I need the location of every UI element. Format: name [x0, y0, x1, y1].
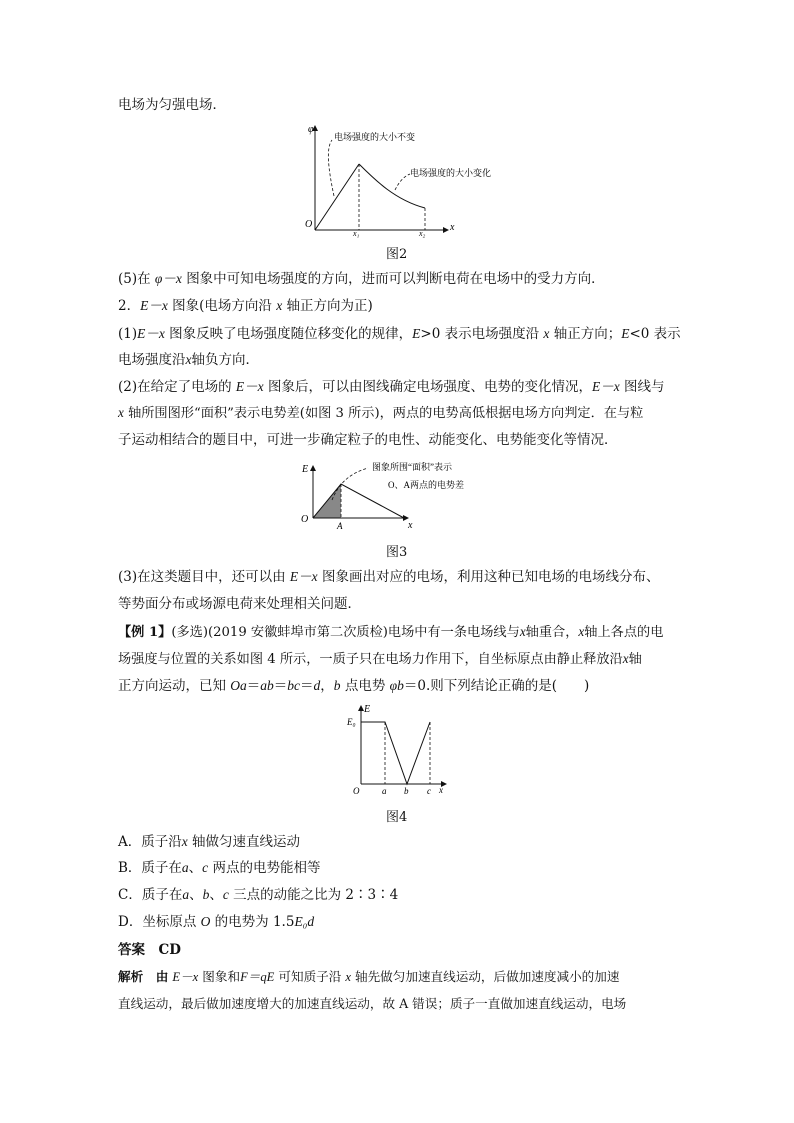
figure-3-caption: 图3: [386, 545, 408, 560]
text: E－x: [172, 970, 199, 984]
e-curve: [361, 722, 430, 784]
text: 、: [209, 887, 223, 903]
text: F＝qE: [240, 970, 275, 984]
text: 场强度与位置的关系如图 4 所示，一质子只在电场力作用下，自坐标原点由静止释放沿: [118, 652, 623, 667]
text-line: [118, 431, 618, 449]
text: 电场为匀强电场．: [118, 97, 226, 113]
note2-leader: [395, 174, 410, 190]
e-label: E: [364, 704, 371, 715]
text: E－x: [289, 569, 318, 584]
solution-line: [118, 995, 626, 1013]
note1: 图象所围“面积”表示: [372, 462, 452, 472]
text: 图线与: [624, 379, 665, 395]
text-line: [118, 325, 681, 343]
text: 图象画出对应的电场，利用这种已知电场的电场线分布、: [321, 569, 660, 585]
text: 的电势为 1.5: [214, 914, 295, 930]
text: 正方向运动，已知: [118, 678, 226, 694]
b-label: b: [404, 786, 409, 796]
example-line: [118, 623, 663, 642]
text: x: [578, 624, 585, 639]
text: E₀d: [294, 914, 315, 929]
text: x: [345, 970, 351, 984]
text: a: [182, 887, 190, 902]
text: c: [202, 860, 209, 875]
text: (2)在给定了电场的: [118, 379, 232, 395]
figure-2: [300, 118, 500, 238]
text: 轴: [628, 652, 642, 667]
text: E－x: [591, 379, 620, 394]
text: 等势面分布或场源电荷来处理相关问题．: [118, 596, 361, 612]
text: 图象反映了电场强度随位移变化的规律，: [169, 326, 413, 342]
text: 图象(电场方向沿: [172, 298, 272, 314]
text: 轴先做匀加速直线运动，后做加速度减小的加速: [354, 969, 620, 984]
text: (多选)(2019 安徽蚌埠市第二次质检)电场中有一条电场线与: [171, 625, 520, 640]
text: E－x: [140, 298, 168, 313]
answer: [118, 941, 181, 959]
text: E－x: [137, 326, 165, 341]
x-axis-label: x: [450, 222, 455, 233]
text: 轴做匀速直线运动: [192, 834, 301, 850]
text: 解析 由: [118, 969, 169, 984]
example-line: [118, 677, 589, 695]
text: 子运动相结合的题目中，可进一步确定粒子的电性、动能变化、电势能变化等情况．: [118, 432, 618, 448]
text: x: [543, 326, 550, 341]
text: (1): [118, 326, 138, 342]
text: x: [185, 352, 192, 367]
section-heading: [118, 297, 373, 315]
text: ＝: [273, 678, 288, 694]
text: 、: [188, 860, 203, 876]
text: x: [181, 834, 188, 849]
text: 图象后，可以由图线确定电场强度、电势的变化情况，: [267, 379, 592, 395]
x-axis-label: x: [408, 520, 413, 531]
note1: 电场强度的大小不变: [334, 132, 416, 142]
text: 电场强度沿: [118, 352, 186, 368]
text: Oa: [230, 678, 247, 693]
text: 点电势: [344, 678, 386, 694]
figure-3: [296, 460, 506, 538]
text: bc: [287, 678, 301, 693]
text: 轴负方向．: [191, 352, 259, 368]
text: x: [622, 651, 629, 666]
origin-label: O: [305, 219, 313, 230]
e0-label: E₀: [347, 717, 356, 727]
text-line: [118, 96, 226, 114]
text: x: [276, 298, 283, 313]
text: 两点的电势能相等: [212, 860, 321, 876]
text: E: [412, 326, 421, 341]
text: <0 表示: [629, 326, 681, 342]
text: 轴上各点的电: [584, 625, 664, 640]
text: ab: [260, 678, 274, 693]
text: b: [333, 678, 341, 693]
text-line: [118, 595, 361, 613]
text: d: [313, 678, 321, 693]
text: ＝: [246, 678, 261, 694]
figure-4: [344, 702, 454, 800]
note1-leader: [328, 140, 334, 196]
option-a[interactable]: [118, 833, 300, 851]
text: b: [202, 887, 210, 902]
text: 、: [189, 887, 203, 903]
x-axis-label: x: [439, 785, 443, 795]
option-d[interactable]: [118, 913, 314, 931]
a-label: a: [382, 786, 387, 796]
example-tag: 【例 1】: [118, 625, 172, 640]
text: (5)在: [118, 271, 151, 287]
text: ＝0.则下列结论正确的是( ): [403, 678, 590, 694]
option-b[interactable]: [118, 859, 320, 877]
x2-label: x₂: [419, 229, 426, 238]
phi-label: φ: [308, 124, 314, 135]
text: >0 表示电场强度沿: [420, 326, 540, 342]
text: E: [621, 326, 630, 341]
phi-curve: [315, 164, 359, 230]
note2: O、A两点的电势差: [388, 480, 464, 490]
figure-2-caption: 图2: [386, 247, 408, 262]
text-line: [118, 568, 659, 586]
text: φb: [389, 678, 404, 693]
e-label: E: [302, 464, 309, 475]
text: C．质子在: [118, 887, 183, 903]
text: A．质子沿: [118, 834, 182, 850]
text: 轴所围图形“面积”表示电势差(如图 3 所示)，两点的电势高低根据电场方向判定．在与粒: [128, 406, 644, 421]
text: c: [222, 887, 229, 902]
c-label: c: [427, 786, 431, 796]
text: D．坐标原点: [118, 914, 197, 930]
text-line: [118, 270, 605, 288]
text-line: [118, 351, 259, 369]
origin-label: O: [353, 786, 360, 796]
text: 可知质子沿: [278, 969, 342, 984]
text: 轴正方向为正): [286, 298, 373, 314]
text: 轴正方向；: [553, 326, 622, 342]
figure-4-caption: 图4: [386, 810, 408, 825]
text: 答案 CD: [118, 942, 181, 958]
a-label: A: [337, 521, 343, 531]
text: x: [118, 405, 124, 420]
text: 三点的动能之比为 2∶3∶4: [233, 887, 399, 903]
text: 2．: [118, 298, 141, 314]
text: B．质子在: [118, 860, 182, 876]
text: 轴重合，: [525, 625, 579, 640]
origin-label: O: [301, 514, 309, 525]
text: 图象和: [202, 969, 241, 984]
text: 直线运动，最后做加速度增大的加速直线运动，故 A 错误；质子一直做加速直线运动，电场: [118, 996, 627, 1011]
text: a: [181, 860, 189, 875]
text: 图象中可知电场强度的方向，进而可以判断电荷在电场中的受力方向．: [186, 271, 605, 287]
text-line: [118, 404, 643, 423]
text: φ－x: [154, 271, 182, 286]
example-line: [118, 650, 642, 669]
x1-label: x₁: [353, 229, 360, 238]
text: O: [200, 914, 211, 929]
solution-line: [118, 968, 619, 986]
text: (3)在这类题目中，还可以由: [118, 569, 286, 585]
note2: 电场强度的大小变化: [410, 168, 492, 178]
text: ＝: [300, 678, 314, 694]
text: E－x: [235, 379, 264, 394]
option-c[interactable]: [118, 886, 398, 904]
text: x: [519, 624, 526, 639]
text: ，: [320, 678, 334, 694]
text-line: [118, 378, 665, 396]
